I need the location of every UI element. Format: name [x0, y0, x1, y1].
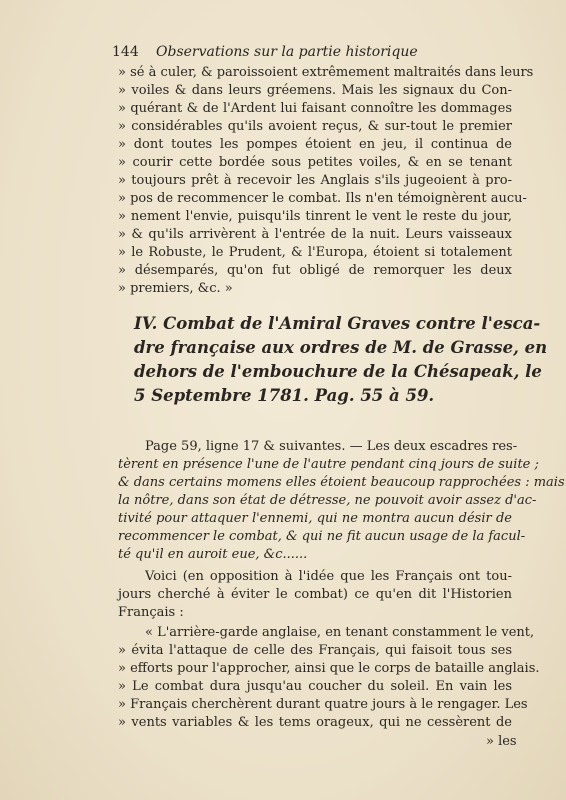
heading-line: dre française aux ordres de M. de Grasse, en: [134, 338, 548, 357]
text-line: » toujours prêt à recevoir les Anglais s'ils jugeoient à pro-: [118, 173, 512, 188]
text-line: » Français cherchèrent durant quatre jours à le rengager. Les: [118, 697, 528, 712]
text-line: » premiers, &c. »: [118, 281, 233, 296]
text-line: » nement l'envie, puisqu'ils tinrent le vent le reste du jour,: [118, 209, 512, 224]
text-line: recommencer le combat, & qui ne fit aucun usage de la facul-: [118, 529, 526, 544]
text-line: » pos de recommencer le combat. Ils n'en témoignèrent aucu-: [118, 191, 527, 206]
page-header: [112, 44, 512, 60]
text-line: » Le combat dura jusqu'au coucher du soleil. En vain les: [118, 679, 512, 694]
catchword: » les: [486, 734, 517, 749]
text-line: Voici (en opposition à l'idée que les Français ont tou-: [145, 569, 512, 584]
text-line: té qu'il en auroit eue, &c......: [118, 547, 308, 562]
page-number: 144: [112, 44, 139, 60]
text-line: Page 59, ligne 17 & suivantes. — Les deux escadres res-: [145, 439, 518, 454]
running-title: Observations sur la partie historique: [156, 44, 418, 60]
text-line: » dont toutes les pompes étoient en jeu, il continua de: [118, 137, 512, 152]
text-line: « L'arrière-garde anglaise, en tenant constamment le vent,: [145, 625, 535, 640]
text-line: » & qu'ils arrivèrent à l'entrée de la nuit. Leurs vaisseaux: [118, 227, 512, 242]
text-line: » efforts pour l'approcher, ainsi que le corps de bataille anglais.: [118, 661, 540, 676]
text-line: » le Robuste, le Prudent, & l'Europa, étoient si totalement: [118, 245, 512, 260]
heading-line: dehors de l'embouchure de la Chésapeak, le: [134, 362, 542, 381]
text-line: » courir cette bordée sous petites voiles, & en se tenant: [118, 155, 512, 170]
text-line: » évita l'attaque de celle des Français, qui faisoit tous ses: [118, 643, 512, 658]
text-line: tivité pour attaquer l'ennemi, qui ne montra aucun désir de: [118, 511, 512, 526]
text-line: » désemparés, qu'on fut obligé de remorquer les deux: [118, 263, 512, 278]
text-line: la nôtre, dans son état de détresse, ne pouvoit avoir assez d'ac-: [118, 493, 537, 508]
text-line: » sé à culer, & paroissoient extrêmement maltraités dans leurs: [118, 65, 534, 80]
heading-line: IV. Combat de l'Amiral Graves contre l'esca-: [134, 314, 541, 333]
text-line: » considérables qu'ils avoient reçus, & sur-tout le premier: [118, 119, 512, 134]
heading-line: 5 Septembre 1781. Pag. 55 à 59.: [134, 386, 435, 405]
text-line: Français :: [118, 605, 184, 620]
text-line: & dans certains momens elles étoient beaucoup rapprochées : mais: [118, 475, 565, 490]
text-line: » vents variables & les tems orageux, qui ne cessèrent de: [118, 715, 512, 730]
text-line: jours cherché à éviter le combat) ce qu'en dit l'Historien: [118, 587, 512, 602]
text-line: » quérant & de l'Ardent lui faisant connoître les dommages: [118, 101, 512, 116]
text-line: tèrent en présence l'une de l'autre pendant cinq jours de suite ;: [118, 457, 539, 472]
text-line: » voiles & dans leurs gréemens. Mais les signaux du Con-: [118, 83, 512, 98]
